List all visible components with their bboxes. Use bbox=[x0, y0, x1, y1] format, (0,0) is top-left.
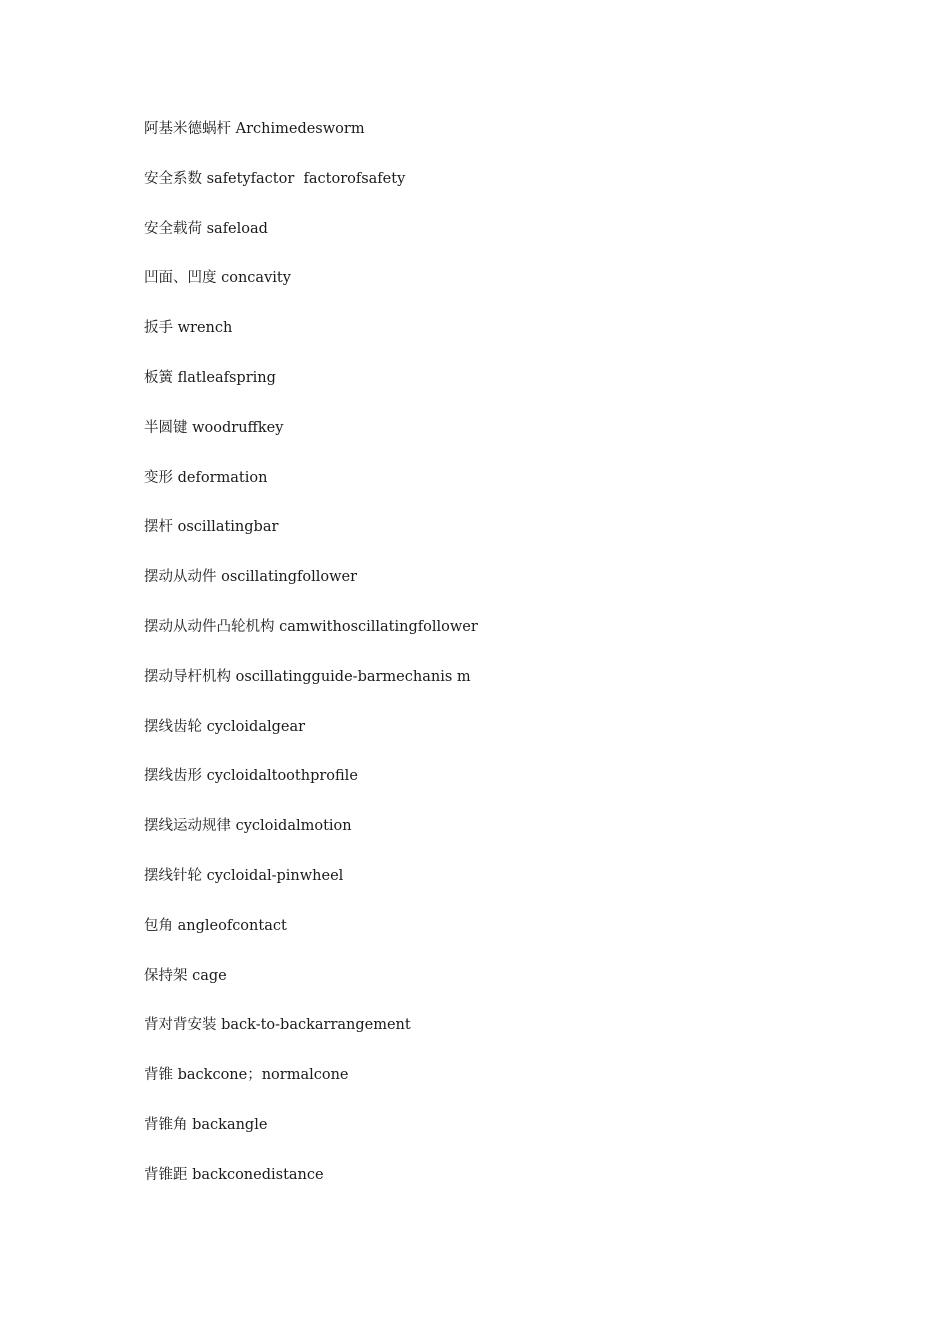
glossary-entry: 安全载荷 safeload bbox=[144, 220, 268, 237]
glossary-entry: 摆动导杆机构 oscillatingguide-barmechanis m bbox=[144, 668, 471, 685]
glossary-entry: 凹面、凹度 concavity bbox=[144, 270, 291, 287]
glossary-entry: 包角 angleofcontact bbox=[144, 917, 287, 934]
glossary-entry: 摆动从动件凸轮机构 camwithoscillatingfollower bbox=[144, 618, 478, 635]
glossary-entry: 摆线齿形 cycloidaltoothprofile bbox=[144, 768, 358, 785]
glossary-entry: 背锥 backcone；normalcone bbox=[144, 1067, 349, 1084]
glossary-entry: 变形 deformation bbox=[144, 469, 268, 486]
glossary-list bbox=[144, 116, 478, 1212]
glossary-entry: 摆动从动件 oscillatingfollower bbox=[144, 569, 358, 586]
glossary-entry: 阿基米德蜗杆 Archimedesworm bbox=[144, 121, 365, 137]
glossary-entry: 安全系数 safetyfactor factorofsafety bbox=[144, 170, 406, 187]
glossary-entry: 扳手 wrench bbox=[144, 320, 233, 337]
glossary-entry: 背锥距 backconedistance bbox=[144, 1166, 324, 1183]
glossary-entry: 背对背安装 back-to-backarrangement bbox=[144, 1017, 411, 1034]
glossary-entry: 背锥角 backangle bbox=[144, 1116, 268, 1133]
glossary-entry: 摆线针轮 cycloidal-pinwheel bbox=[144, 867, 344, 884]
glossary-entry: 板簧 flatleafspring bbox=[144, 369, 276, 386]
glossary-entry: 摆杆 oscillatingbar bbox=[144, 519, 279, 536]
glossary-entry: 摆线齿轮 cycloidalgear bbox=[144, 718, 306, 735]
glossary-entry: 半圆键 woodruffkey bbox=[144, 419, 284, 436]
glossary-entry: 摆线运动规律 cycloidalmotion bbox=[144, 818, 352, 835]
glossary-entry: 保持架 cage bbox=[144, 967, 227, 984]
